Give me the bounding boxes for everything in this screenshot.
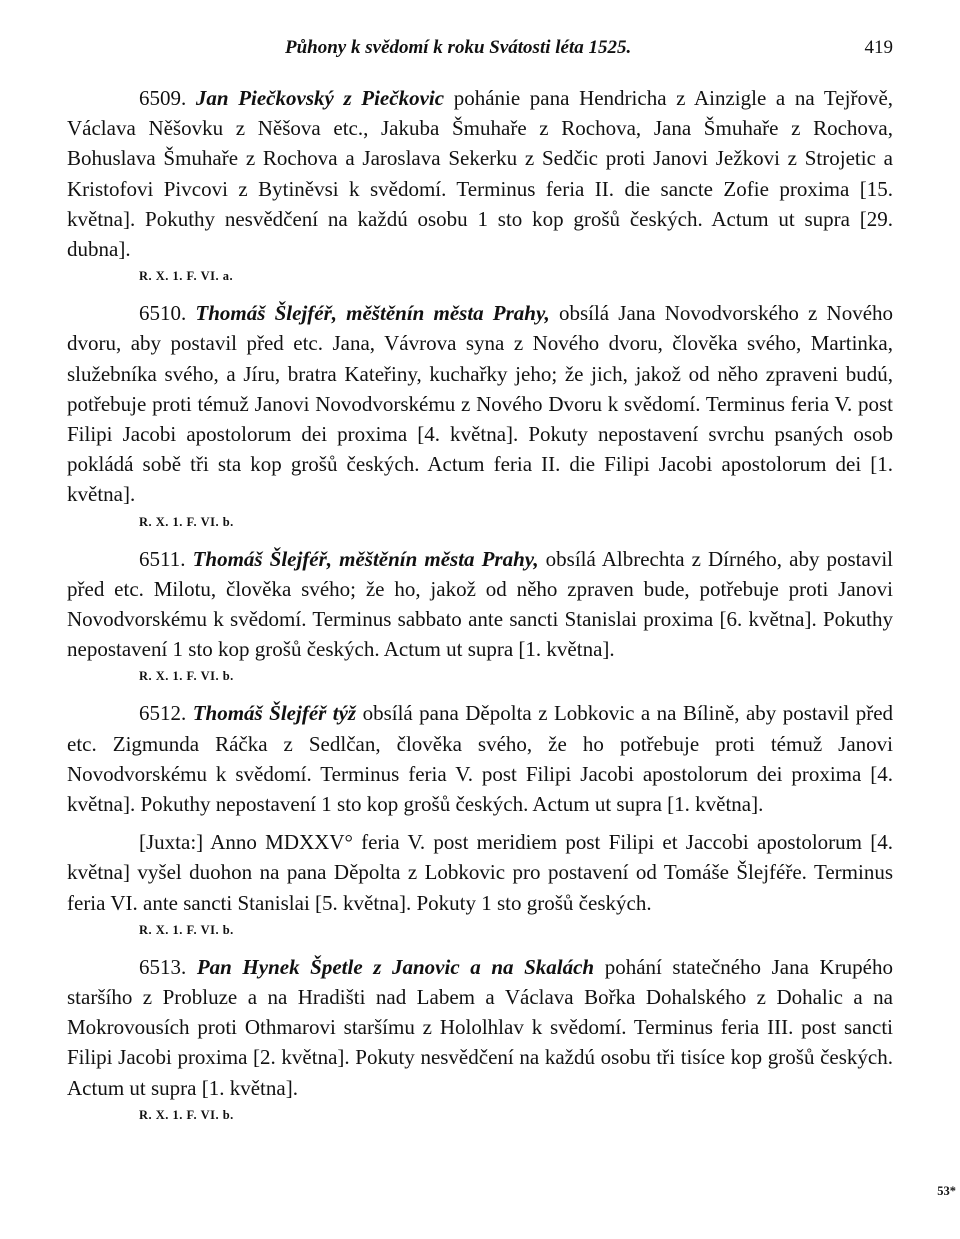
printer-signature-mark: 53* (937, 1184, 956, 1198)
archival-signature: R. X. 1. F. VI. b. (139, 1107, 234, 1122)
page-number: 419 (864, 37, 893, 58)
entry-party-name: Thomáš Šlejféř týž (192, 701, 357, 726)
entry-number: 6509. (139, 86, 187, 110)
entry-text: obsílá pana Děpolta z Lobkovic a na Bílině, aby postavil před etc. Zigmunda Ráčka z Sedlčan, člověka svého, že ho potřebuje proti témuž Janovi Novodvorskému k svědomí. Terminus feria V. post Filipi Jacobi apostolorum dei proxima [4. května]. Pokuthy nepostavení 1 sto kop grošů českých. Actum ut supra [1. května]. (67, 701, 894, 817)
entry-number: 6511. (139, 546, 186, 571)
entry-6509 (67, 83, 893, 264)
entry-text: pohání statečného Jana Krupého staršího z Probluze a na Hradišti nad Labem a Václava Bořka Dohalského z Dohalic a na Mokrovousích proti Othmarovi staršímu z Hololhlav k svědomí. Terminus feria III. post sancti Filipi Jacobi proxima [2. května]. Pokuty nesvědčení na každú osobu tři tisíce kop grošů českých. Actum ut supra [1. května]. (67, 954, 894, 1100)
archival-signature: R. X. 1. F. VI. b. (139, 514, 234, 529)
entry-party-name: Thomáš Šlejféř, měštěnín města Prahy, (192, 546, 539, 571)
entry-text: obsílá Albrechta z Dírného, aby postavil před etc. Milotu, člověka svého; že ho, jakož od něho zpraven bude, potřebuje proti Janovi Novodvorskému k svědomí. Terminus sabbato ante sancti Stanislai proxima [6. května]. Pokuthy nepostavení 1 sto kop grošů českých. Actum ut supra [1. května]. (67, 546, 894, 662)
running-title: Půhony k svědomí k roku Svátosti léta 1525. (285, 37, 632, 58)
archival-signature: R. X. 1. F. VI. b. (139, 669, 234, 684)
entry-text: obsílá Jana Novodvorského z Nového dvoru, aby postavil před etc. Jana, Vávrova syna z Nového dvoru, člověka svého, Martinka, služebníka svého, a Jíru, bratra Kateřiny, kuchařky jeho; že jich, jakož od něho zpraveni budú, potřebuje proti témuž Janovi Novodvorskému z Nového Dvoru k svědomí. Terminus feria V. post Filipi Jacobi apostolorum dei proxima [4. května]. Pokuty nepostavení svrchu psaných osob pokládá sobě tři sta kop grošů českých. Actum feria II. die Filipi Jacobi apostolorum dei [1. května]. (67, 301, 894, 507)
archival-signature: R. X. 1. F. VI. b. (139, 922, 234, 937)
entry-party-name: Thomáš Šlejféř, měštěnín města Prahy, (195, 301, 550, 326)
entry-number: 6513. (139, 954, 187, 979)
entry-number: 6510. (139, 301, 187, 326)
entry-party-name: Jan Piečkovský z Piečkovic (195, 86, 445, 110)
entry-juxta-note (67, 827, 893, 918)
entry-6510 (67, 298, 893, 509)
entry-6512 (67, 698, 893, 819)
entry-text: pohánie pana Hendricha z Ainzigle a na Tejřově, Václava Něšovku z Něšova etc., Jakuba Šmuhaře z Rochova, Jana Šmuhaře z Rochova, Bohuslava Šmuhaře z Rochova a Jaroslava Sekerku z Sedčic proti Janovi Ježkovi z Strojetic a Kristofovi Pivcovi z Bytiněvsi k svědomí. Terminus feria II. die sancte Zofie proxima [15. května]. Pokuthy nesvědčení na každú osobu 1 sto kop grošů českých. Actum ut supra [29. dubna]. (67, 86, 894, 262)
entry-6511 (67, 544, 893, 665)
entry-6513 (67, 952, 893, 1103)
entry-text: [Juxta:] Anno MDXXV° feria V. post meridiem post Filipi et Jaccobi apostolorum [4. května] vyšel duohon na pana Děpolta z Lobkovic pro postavení od Tomáše Šlejféře. Terminus feria VI. ante sancti Stanislai [5. května]. Pokuty 1 sto grošů českých. (67, 830, 893, 915)
archival-signature: R. X. 1. F. VI. a. (139, 269, 234, 284)
page-body (67, 83, 893, 1125)
entry-number: 6512. (139, 701, 187, 726)
entry-party-name: Pan Hynek Špetle z Janovic a na Skalách (196, 954, 595, 979)
page-header (67, 37, 893, 61)
